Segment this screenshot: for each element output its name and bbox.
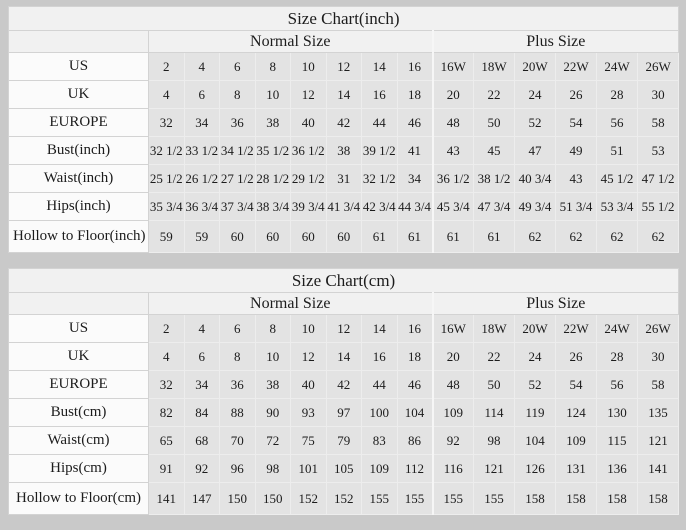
size-value: 62 <box>597 221 638 253</box>
size-value: 158 <box>638 483 679 515</box>
size-value: 10 <box>291 53 327 81</box>
size-value: 36 1/2 <box>433 165 474 193</box>
size-value: 24W <box>597 53 638 81</box>
size-value: 36 1/2 <box>291 137 327 165</box>
size-value: 121 <box>638 427 679 455</box>
table-title-row <box>9 7 679 31</box>
size-value: 60 <box>326 221 362 253</box>
size-value: 98 <box>474 427 515 455</box>
size-value: 130 <box>597 399 638 427</box>
size-value: 12 <box>291 81 327 109</box>
size-value: 20 <box>433 81 474 109</box>
size-value: 28 1/2 <box>255 165 291 193</box>
size-value: 16 <box>397 53 433 81</box>
size-value: 53 <box>638 137 679 165</box>
size-value: 62 <box>515 221 556 253</box>
size-value: 4 <box>149 343 185 371</box>
size-value: 37 3/4 <box>220 193 256 221</box>
size-value: 56 <box>597 371 638 399</box>
size-value: 109 <box>433 399 474 427</box>
size-value: 32 1/2 <box>362 165 398 193</box>
size-value: 38 <box>255 371 291 399</box>
size-value: 8 <box>255 53 291 81</box>
size-value: 42 <box>326 371 362 399</box>
size-value: 65 <box>149 427 185 455</box>
size-value: 62 <box>556 221 597 253</box>
size-value: 32 <box>149 371 185 399</box>
size-value: 16W <box>433 53 474 81</box>
size-value: 6 <box>184 81 220 109</box>
size-value: 26 1/2 <box>184 165 220 193</box>
size-value: 60 <box>291 221 327 253</box>
size-value: 47 <box>515 137 556 165</box>
size-value: 60 <box>255 221 291 253</box>
size-value: 105 <box>326 455 362 483</box>
size-value: 38 1/2 <box>474 165 515 193</box>
size-value: 18 <box>397 343 433 371</box>
table-row-waist-inch <box>9 165 679 193</box>
size-value: 36 3/4 <box>184 193 220 221</box>
size-value: 10 <box>255 81 291 109</box>
size-value: 62 <box>638 221 679 253</box>
size-value: 16 <box>362 343 398 371</box>
row-label-waist-cm: Waist(cm) <box>9 427 149 455</box>
row-label-us: US <box>9 315 149 343</box>
size-value: 16 <box>362 81 398 109</box>
size-value: 72 <box>255 427 291 455</box>
corner-cell <box>9 293 149 315</box>
table-row-uk <box>9 81 679 109</box>
row-label-uk: UK <box>9 343 149 371</box>
size-value: 35 3/4 <box>149 193 185 221</box>
row-label-bust-cm: Bust(cm) <box>9 399 149 427</box>
size-value: 155 <box>362 483 398 515</box>
size-value: 150 <box>255 483 291 515</box>
size-value: 135 <box>638 399 679 427</box>
size-value: 26 <box>556 81 597 109</box>
size-value: 4 <box>184 315 220 343</box>
size-value: 22 <box>474 81 515 109</box>
size-value: 40 <box>291 371 327 399</box>
corner-cell <box>9 31 149 53</box>
size-value: 101 <box>291 455 327 483</box>
size-value: 51 <box>597 137 638 165</box>
size-value: 104 <box>397 399 433 427</box>
size-value: 20 <box>433 343 474 371</box>
size-value: 136 <box>597 455 638 483</box>
size-value: 41 3/4 <box>326 193 362 221</box>
size-value: 88 <box>220 399 256 427</box>
row-label-europe: EUROPE <box>9 109 149 137</box>
size-value: 58 <box>638 371 679 399</box>
size-value: 42 3/4 <box>362 193 398 221</box>
size-value: 112 <box>397 455 433 483</box>
table-row-us <box>9 53 679 81</box>
size-value: 31 <box>326 165 362 193</box>
size-value: 90 <box>255 399 291 427</box>
size-value: 18W <box>474 315 515 343</box>
size-value: 2 <box>149 53 185 81</box>
size-value: 50 <box>474 109 515 137</box>
size-value: 34 1/2 <box>220 137 256 165</box>
size-value: 28 <box>597 343 638 371</box>
size-value: 4 <box>149 81 185 109</box>
size-value: 43 <box>433 137 474 165</box>
table-title-row <box>9 269 679 293</box>
size-value: 42 <box>326 109 362 137</box>
size-value: 38 <box>326 137 362 165</box>
size-value: 119 <box>515 399 556 427</box>
size-value: 30 <box>638 81 679 109</box>
size-value: 40 3/4 <box>515 165 556 193</box>
table-title: Size Chart(inch) <box>9 7 679 31</box>
table-row-us <box>9 315 679 343</box>
size-value: 52 <box>515 371 556 399</box>
size-value: 24W <box>597 315 638 343</box>
size-value: 48 <box>433 371 474 399</box>
size-value: 61 <box>474 221 515 253</box>
size-value: 38 <box>255 109 291 137</box>
size-value: 124 <box>556 399 597 427</box>
size-value: 35 1/2 <box>255 137 291 165</box>
size-value: 33 1/2 <box>184 137 220 165</box>
size-value: 6 <box>184 343 220 371</box>
row-label-europe: EUROPE <box>9 371 149 399</box>
size-value: 18 <box>397 81 433 109</box>
column-group-normal-size: Normal Size <box>149 31 433 53</box>
size-value: 36 <box>220 109 256 137</box>
size-value: 91 <box>149 455 185 483</box>
size-value: 82 <box>149 399 185 427</box>
table-row-bust-inch <box>9 137 679 165</box>
size-value: 158 <box>556 483 597 515</box>
size-value: 18W <box>474 53 515 81</box>
size-value: 92 <box>184 455 220 483</box>
size-value: 150 <box>220 483 256 515</box>
table-row-uk <box>9 343 679 371</box>
row-label-hollow-to-floor-inch: Hollow to Floor(inch) <box>9 221 149 253</box>
size-value: 58 <box>638 109 679 137</box>
size-value: 56 <box>597 109 638 137</box>
size-value: 155 <box>433 483 474 515</box>
size-value: 158 <box>597 483 638 515</box>
size-value: 16W <box>433 315 474 343</box>
size-value: 25 1/2 <box>149 165 185 193</box>
size-value: 61 <box>397 221 433 253</box>
size-value: 54 <box>556 109 597 137</box>
column-group-normal-size: Normal Size <box>149 293 433 315</box>
column-group-plus-size: Plus Size <box>433 31 679 53</box>
size-value: 14 <box>362 53 398 81</box>
size-value: 26 <box>556 343 597 371</box>
size-value: 75 <box>291 427 327 455</box>
size-value: 12 <box>326 315 362 343</box>
size-value: 44 <box>362 371 398 399</box>
table-row-hollow-to-floor-cm <box>9 483 679 515</box>
row-label-hips-cm: Hips(cm) <box>9 455 149 483</box>
size-value: 93 <box>291 399 327 427</box>
size-value: 34 <box>184 109 220 137</box>
size-value: 22 <box>474 343 515 371</box>
size-value: 49 <box>556 137 597 165</box>
size-value: 28 <box>597 81 638 109</box>
row-label-us: US <box>9 53 149 81</box>
size-value: 104 <box>515 427 556 455</box>
size-value: 34 <box>397 165 433 193</box>
size-value: 47 3/4 <box>474 193 515 221</box>
table-row-europe <box>9 109 679 137</box>
size-value: 39 1/2 <box>362 137 398 165</box>
table-title: Size Chart(cm) <box>9 269 679 293</box>
size-value: 4 <box>184 53 220 81</box>
size-value: 141 <box>149 483 185 515</box>
size-value: 20W <box>515 315 556 343</box>
row-label-hips-inch: Hips(inch) <box>9 193 149 221</box>
size-value: 147 <box>184 483 220 515</box>
size-value: 12 <box>326 53 362 81</box>
table-row-bust-cm <box>9 399 679 427</box>
size-value: 92 <box>433 427 474 455</box>
size-value: 6 <box>220 315 256 343</box>
size-value: 48 <box>433 109 474 137</box>
size-value: 27 1/2 <box>220 165 256 193</box>
size-value: 12 <box>291 343 327 371</box>
size-value: 26W <box>638 53 679 81</box>
table-row-europe <box>9 371 679 399</box>
size-value: 14 <box>326 81 362 109</box>
size-value: 98 <box>255 455 291 483</box>
size-value: 14 <box>326 343 362 371</box>
size-value: 14 <box>362 315 398 343</box>
row-label-waist-inch: Waist(inch) <box>9 165 149 193</box>
table-row-waist-cm <box>9 427 679 455</box>
size-value: 84 <box>184 399 220 427</box>
size-value: 97 <box>326 399 362 427</box>
size-value: 61 <box>362 221 398 253</box>
size-value: 2 <box>149 315 185 343</box>
size-value: 30 <box>638 343 679 371</box>
size-value: 36 <box>220 371 256 399</box>
size-value: 49 3/4 <box>515 193 556 221</box>
size-value: 131 <box>556 455 597 483</box>
size-value: 114 <box>474 399 515 427</box>
size-value: 60 <box>220 221 256 253</box>
size-value: 24 <box>515 81 556 109</box>
size-value: 45 1/2 <box>597 165 638 193</box>
size-value: 96 <box>220 455 256 483</box>
size-value: 83 <box>362 427 398 455</box>
row-label-bust-inch: Bust(inch) <box>9 137 149 165</box>
size-value: 26W <box>638 315 679 343</box>
size-value: 16 <box>397 315 433 343</box>
size-value: 10 <box>255 343 291 371</box>
size-chart-cm-table <box>8 268 679 515</box>
size-value: 53 3/4 <box>597 193 638 221</box>
size-value: 20W <box>515 53 556 81</box>
size-value: 47 1/2 <box>638 165 679 193</box>
size-value: 51 3/4 <box>556 193 597 221</box>
size-value: 24 <box>515 343 556 371</box>
size-value: 68 <box>184 427 220 455</box>
table-row-hips-inch <box>9 193 679 221</box>
size-value: 59 <box>149 221 185 253</box>
column-group-row <box>9 31 679 53</box>
size-value: 22W <box>556 315 597 343</box>
size-value: 155 <box>397 483 433 515</box>
size-chart-inch-table <box>8 6 679 253</box>
size-value: 70 <box>220 427 256 455</box>
size-value: 126 <box>515 455 556 483</box>
size-value: 32 <box>149 109 185 137</box>
size-value: 32 1/2 <box>149 137 185 165</box>
size-value: 59 <box>184 221 220 253</box>
size-value: 40 <box>291 109 327 137</box>
row-label-hollow-to-floor-cm: Hollow to Floor(cm) <box>9 483 149 515</box>
size-value: 121 <box>474 455 515 483</box>
size-value: 115 <box>597 427 638 455</box>
size-value: 100 <box>362 399 398 427</box>
size-value: 22W <box>556 53 597 81</box>
size-value: 46 <box>397 109 433 137</box>
column-group-row <box>9 293 679 315</box>
size-value: 155 <box>474 483 515 515</box>
size-value: 79 <box>326 427 362 455</box>
size-value: 39 3/4 <box>291 193 327 221</box>
size-value: 38 3/4 <box>255 193 291 221</box>
size-value: 61 <box>433 221 474 253</box>
size-value: 44 3/4 <box>397 193 433 221</box>
size-value: 8 <box>255 315 291 343</box>
column-group-plus-size: Plus Size <box>433 293 679 315</box>
size-value: 50 <box>474 371 515 399</box>
size-value: 158 <box>515 483 556 515</box>
size-value: 54 <box>556 371 597 399</box>
size-value: 8 <box>220 81 256 109</box>
size-value: 141 <box>638 455 679 483</box>
size-value: 55 1/2 <box>638 193 679 221</box>
row-label-uk: UK <box>9 81 149 109</box>
size-value: 116 <box>433 455 474 483</box>
size-value: 152 <box>326 483 362 515</box>
size-value: 46 <box>397 371 433 399</box>
size-value: 6 <box>220 53 256 81</box>
size-value: 86 <box>397 427 433 455</box>
size-value: 45 3/4 <box>433 193 474 221</box>
size-value: 43 <box>556 165 597 193</box>
size-value: 152 <box>291 483 327 515</box>
size-value: 109 <box>362 455 398 483</box>
table-row-hips-cm <box>9 455 679 483</box>
size-value: 10 <box>291 315 327 343</box>
size-value: 8 <box>220 343 256 371</box>
size-value: 52 <box>515 109 556 137</box>
size-value: 29 1/2 <box>291 165 327 193</box>
size-value: 45 <box>474 137 515 165</box>
size-value: 109 <box>556 427 597 455</box>
size-value: 44 <box>362 109 398 137</box>
size-value: 41 <box>397 137 433 165</box>
size-value: 34 <box>184 371 220 399</box>
table-row-hollow-to-floor-inch <box>9 221 679 253</box>
